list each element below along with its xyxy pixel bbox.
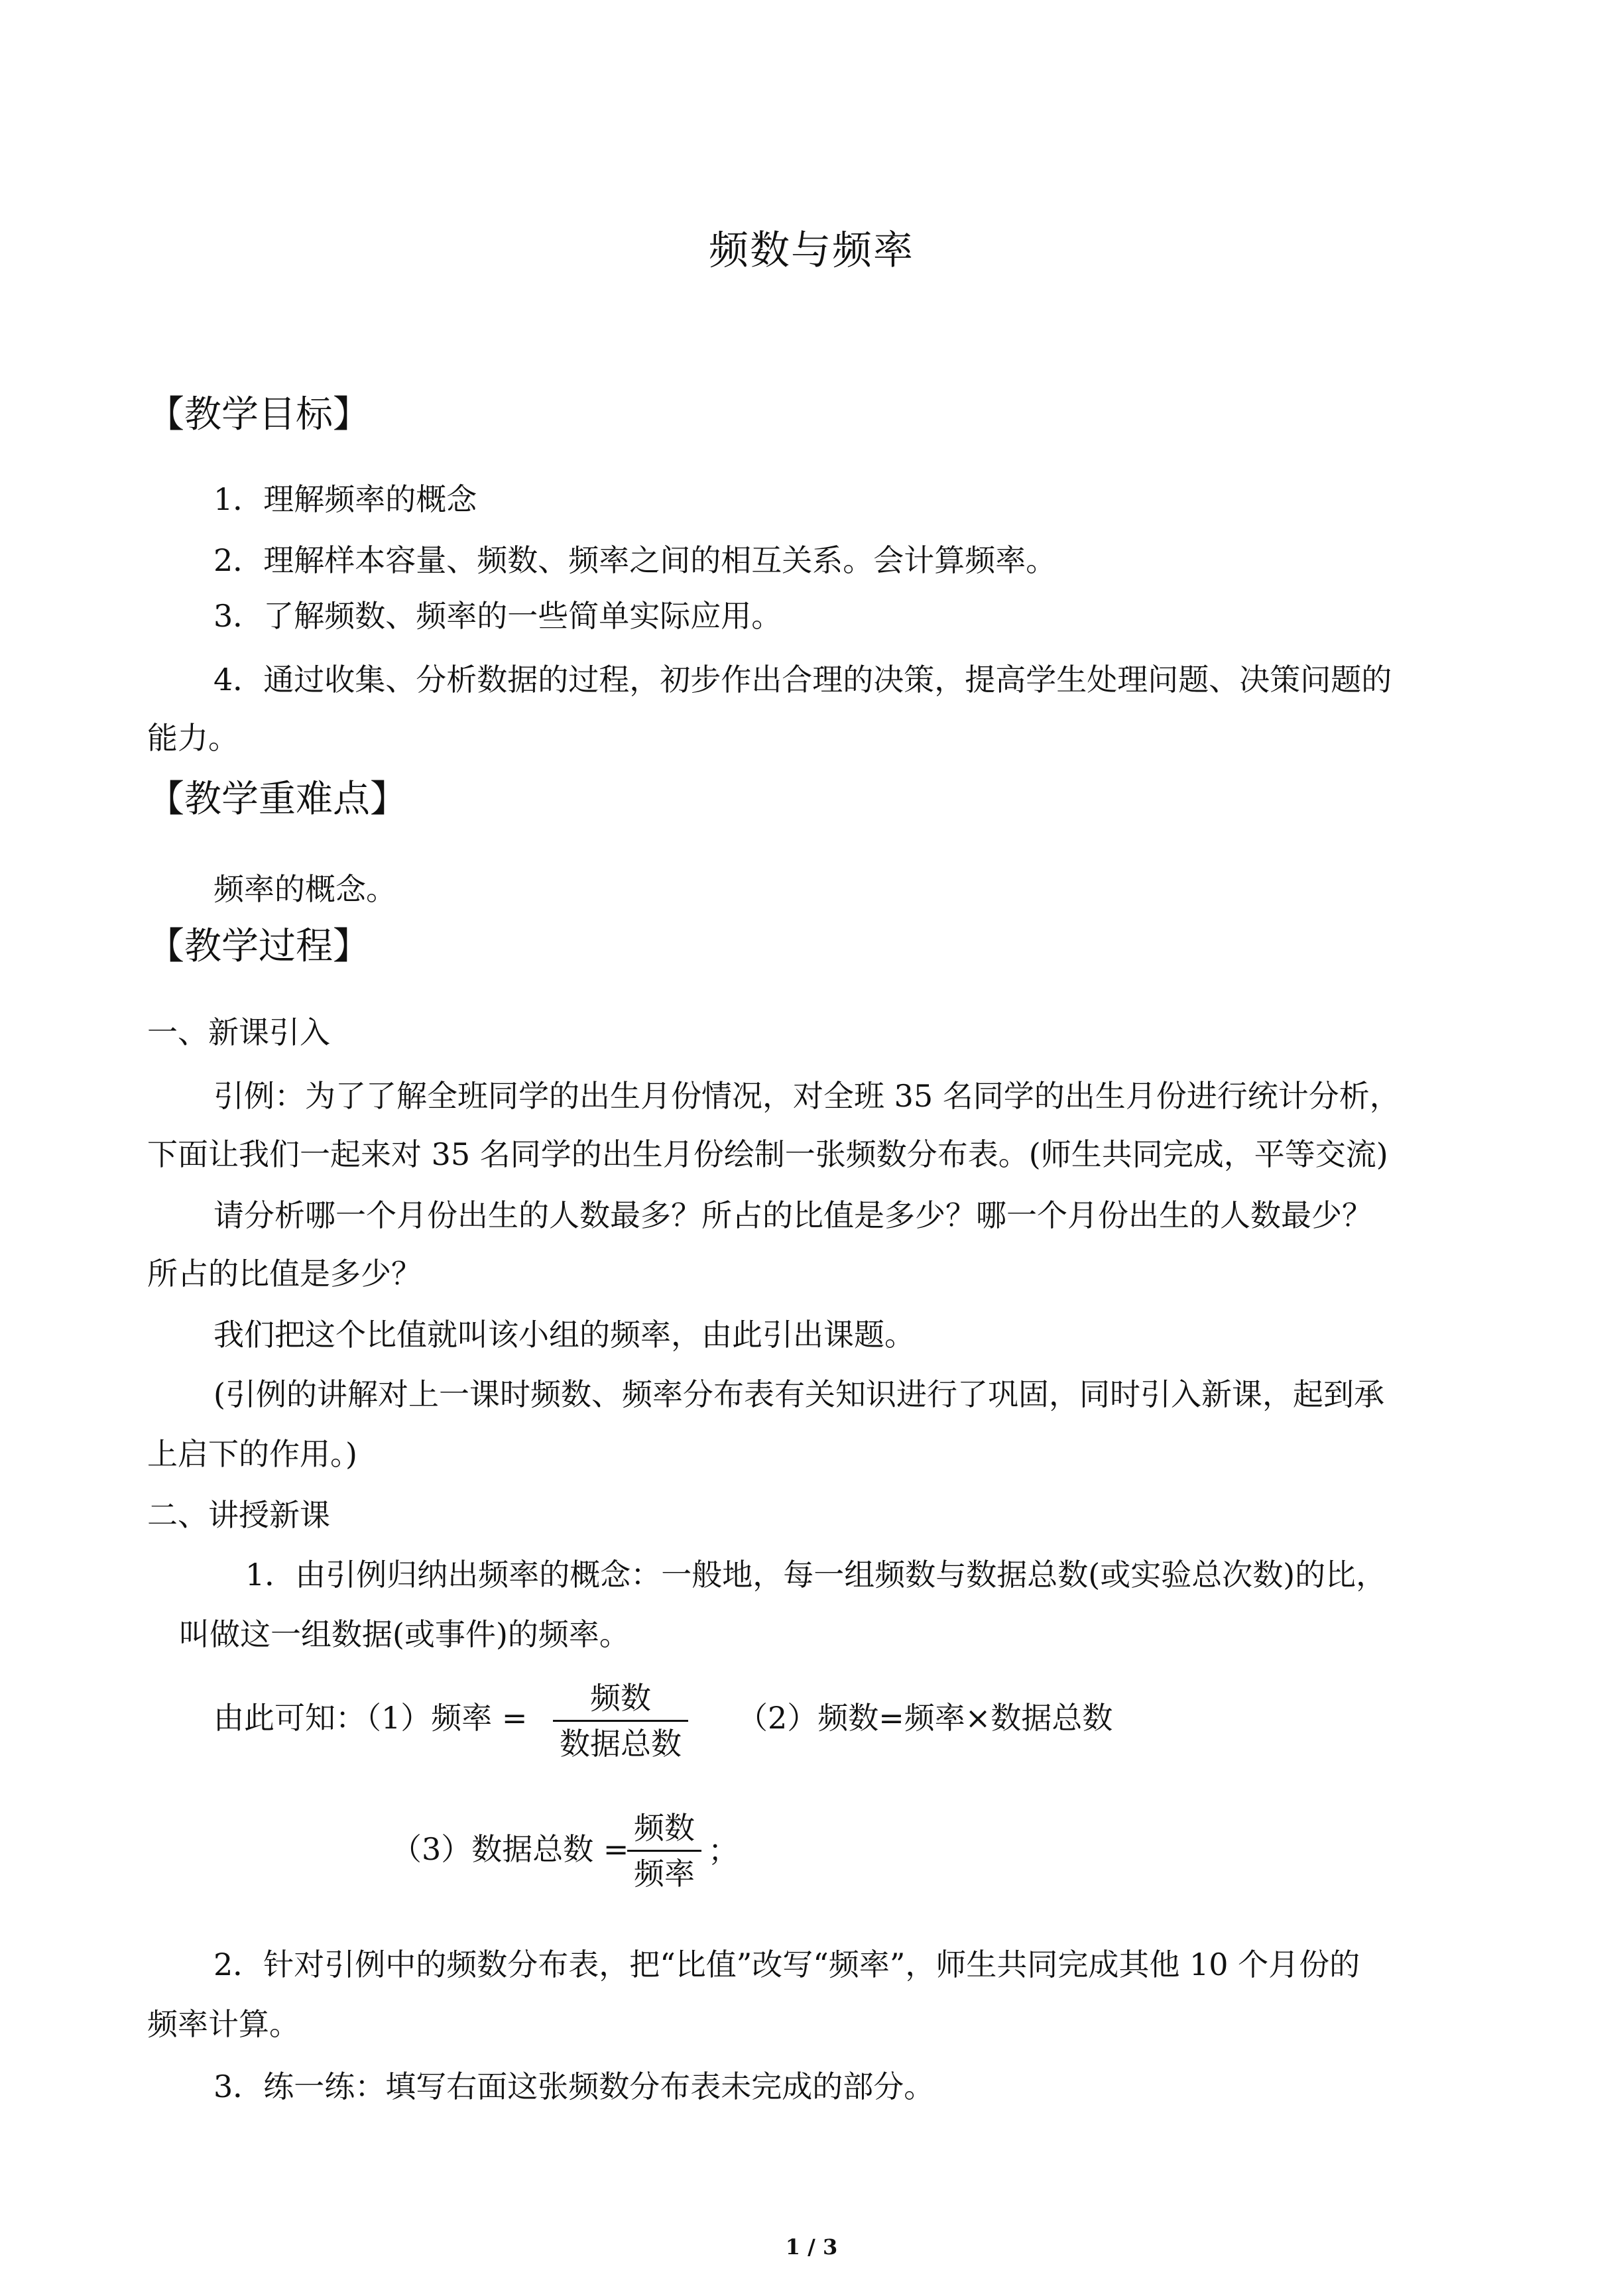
formula-terminator: ；: [708, 1833, 739, 1868]
fraction-frequency: [553, 1680, 688, 1762]
goal-item: 4．通过收集、分析数据的过程，初步作出合理的决策，提高学生处理问题、决策问题的: [213, 662, 1392, 697]
fraction-denominator: 数据总数: [553, 1720, 688, 1759]
fraction-numerator: 频数: [634, 1810, 695, 1846]
page-title: 频数与频率: [709, 227, 914, 274]
paragraph-line: 我们把这个比值就叫该小组的频率，由此引出课题。: [213, 1317, 915, 1353]
paragraph-line: 引例：为了了解全班同学的出生月份情况，对全班 35 名同学的出生月份进行统计分析，: [213, 1078, 1400, 1114]
goal-item: 3．了解频数、频率的一些简单实际应用。: [213, 598, 782, 634]
subsection-heading: 二、讲授新课: [147, 1497, 330, 1533]
goal-item: 2．理解样本容量、频数、频率之间的相互关系。会计算频率。: [213, 542, 1057, 578]
formula-total-lead: （3）数据总数 =: [391, 1831, 629, 1867]
key-points-text: 频率的概念。: [213, 871, 396, 907]
subsection-heading: 一、新课引入: [147, 1014, 330, 1050]
paragraph-line: 叫做这一组数据(或事件)的频率。: [179, 1616, 630, 1652]
paragraph-line: 2．针对引例中的频数分布表，把“比值”改写“频率”，师生共同完成其他 10 个月份的: [213, 1947, 1360, 1982]
process-heading: 【教学过程】: [147, 925, 370, 968]
key-points-heading: 【教学重难点】: [147, 778, 407, 821]
paragraph-line: 所占的比值是多少？: [147, 1256, 422, 1292]
paragraph-line: 下面让我们一起来对 35 名同学的出生月份绘制一张频数分布表。(师生共同完成，平等交流): [147, 1136, 1388, 1172]
fraction-total: [627, 1810, 701, 1892]
paragraph-line: 上启下的作用。): [147, 1436, 357, 1472]
fraction-denominator: 频率: [627, 1850, 701, 1889]
goal-item-continuation: 能力。: [147, 720, 239, 756]
paragraph-line: 3．练一练：填写右面这张频数分布表未完成的部分。: [213, 2069, 935, 2104]
paragraph-line: 请分析哪一个月份出生的人数最多？所占的比值是多少？哪一个月份出生的人数最少？: [213, 1197, 1372, 1233]
paragraph-line: 频率计算。: [147, 2006, 300, 2042]
goal-item: 1．理解频率的概念: [213, 481, 477, 517]
fraction-numerator: 频数: [590, 1680, 651, 1716]
formula-count: （2）频数=频率×数据总数: [737, 1700, 1113, 1736]
paragraph-line: 1．由引例归纳出频率的概念：一般地，每一组频数与数据总数(或实验总次数)的比，: [245, 1557, 1387, 1593]
formula-lead: 由此可知：（1）频率 =: [213, 1700, 528, 1736]
goals-heading: 【教学目标】: [147, 393, 370, 436]
paragraph-line: (引例的讲解对上一课时频数、频率分布表有关知识进行了巩固，同时引入新课，起到承: [213, 1376, 1384, 1412]
page-number: 1 / 3: [785, 2234, 838, 2260]
